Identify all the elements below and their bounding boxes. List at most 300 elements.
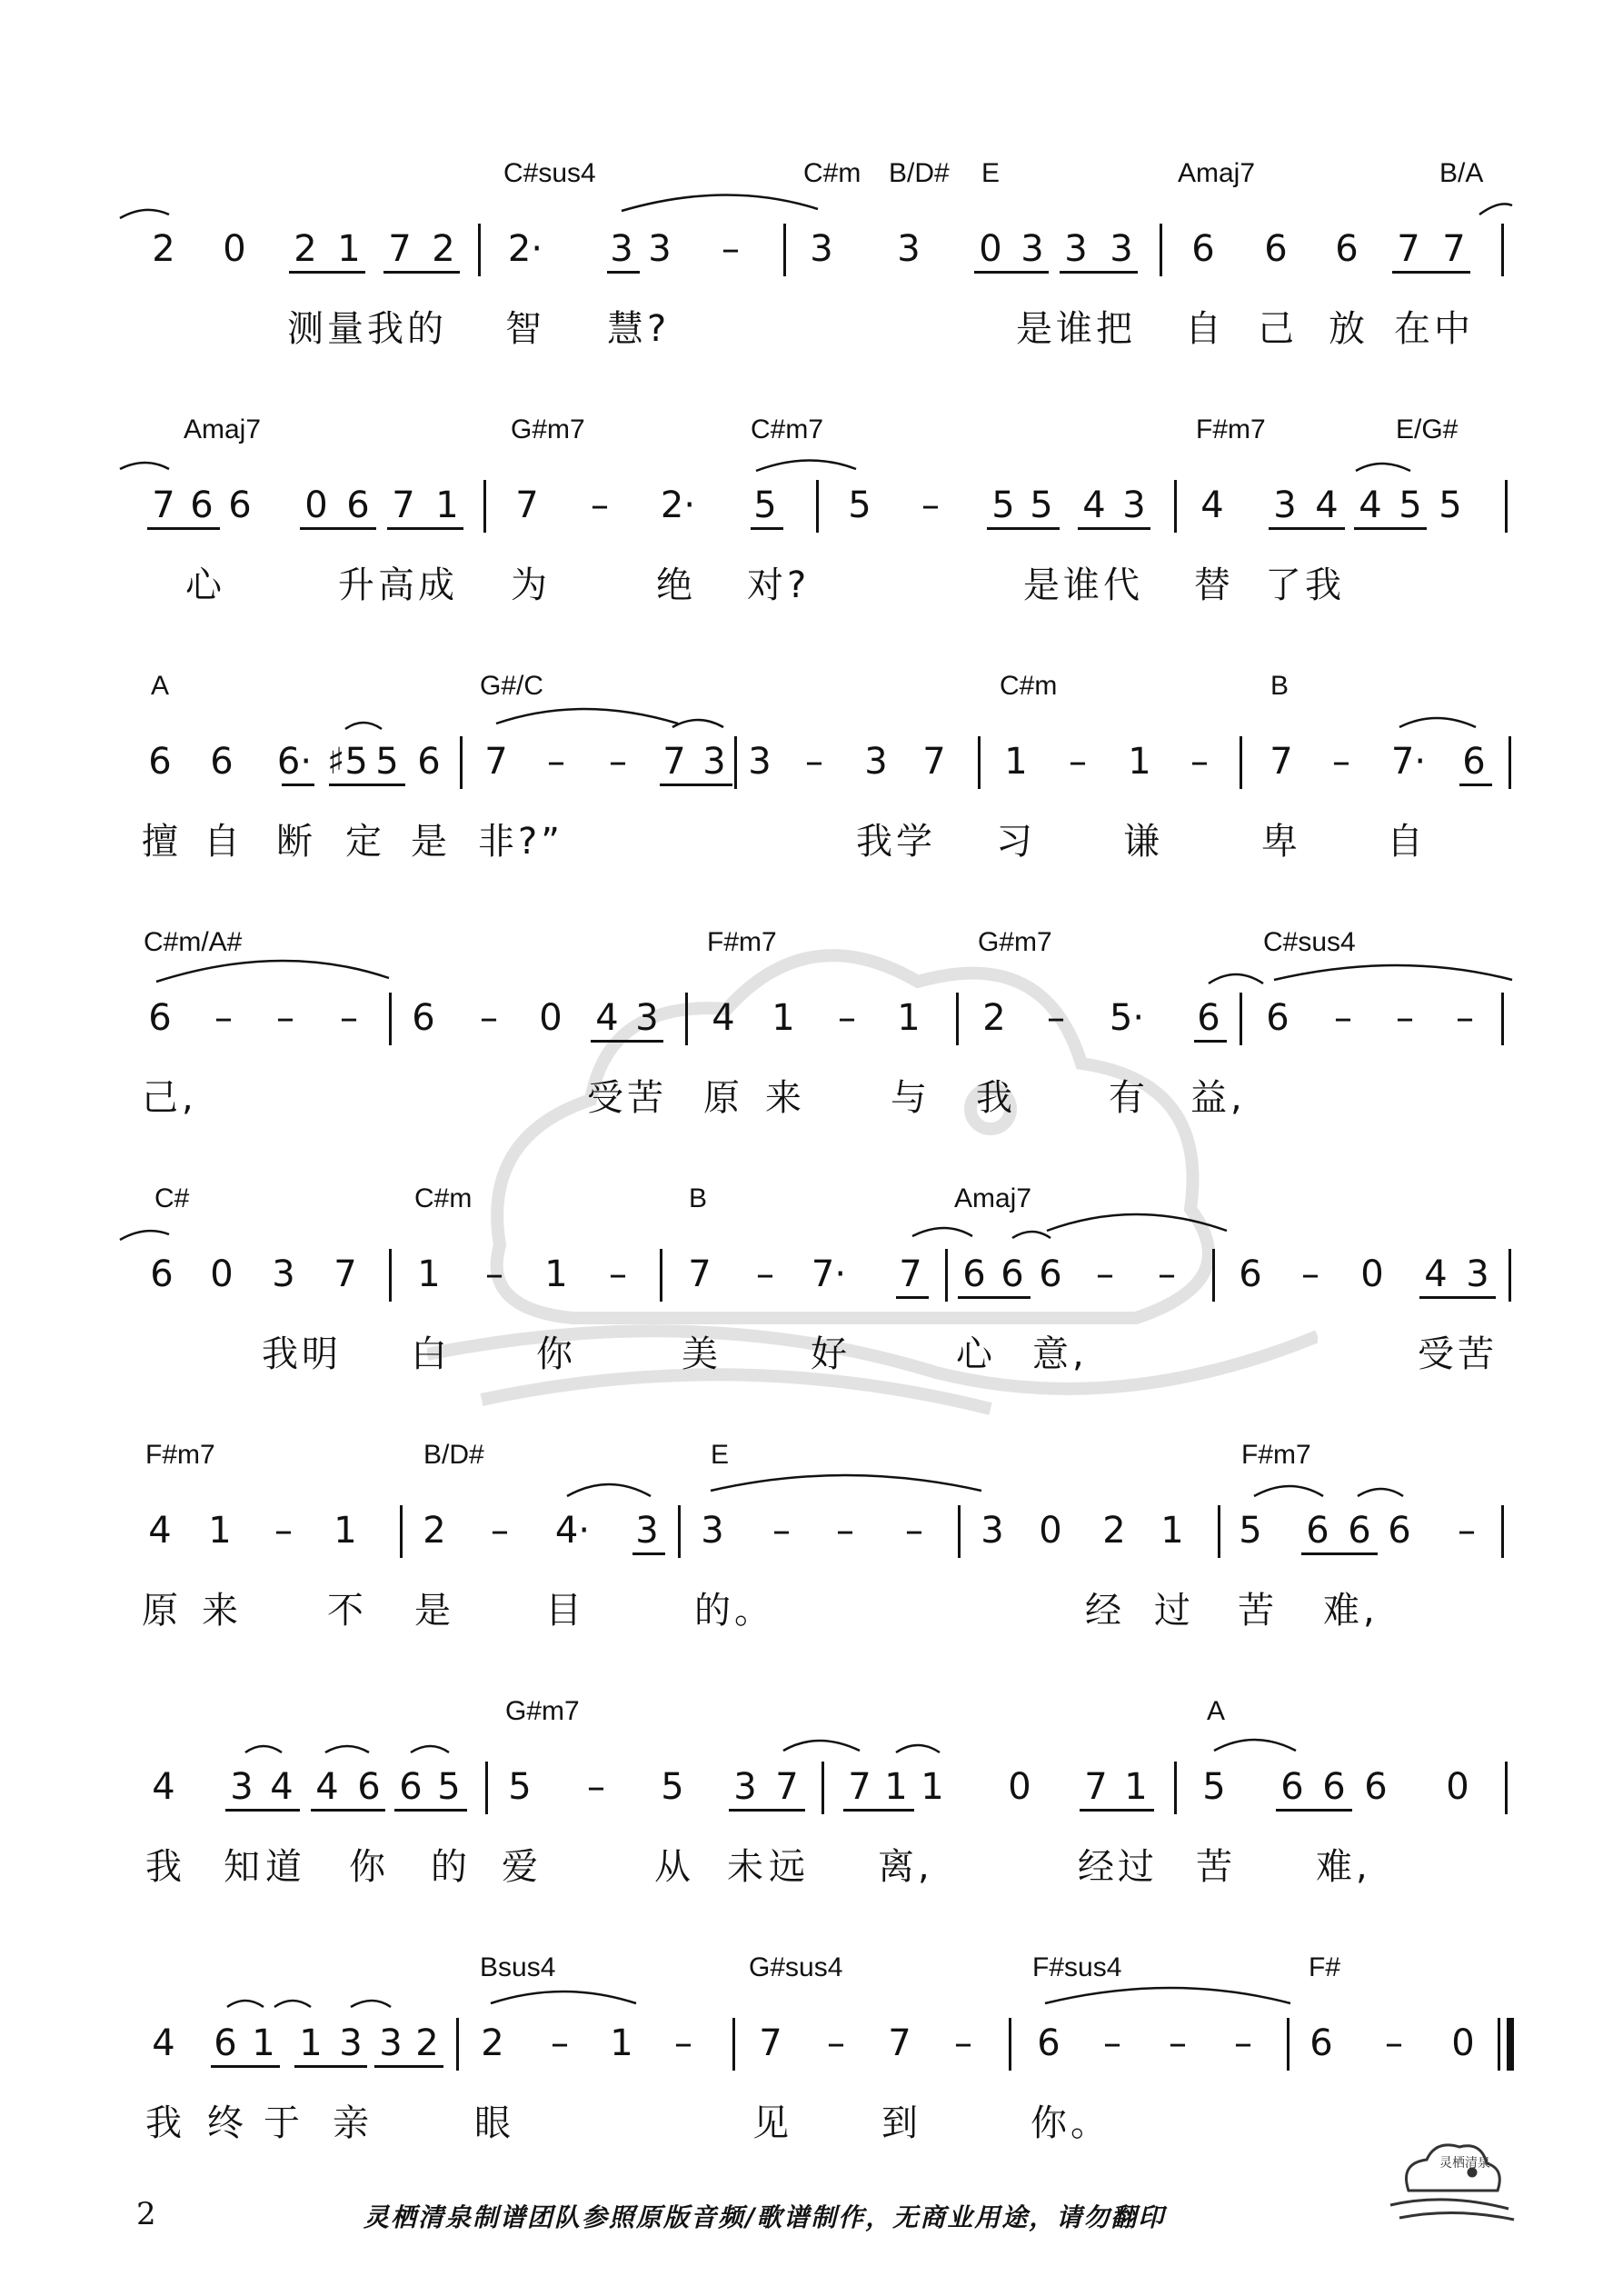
note: 3 xyxy=(635,1510,659,1552)
note: 6 xyxy=(1001,1253,1024,1295)
note: – xyxy=(1385,2022,1403,2064)
note: 2 xyxy=(1102,1510,1126,1552)
chord: G#m7 xyxy=(511,414,585,444)
lyric: 到 xyxy=(881,2102,921,2144)
note: 3 xyxy=(272,1253,295,1295)
tie-marks xyxy=(0,155,1623,236)
note: – xyxy=(772,1510,791,1552)
note: – xyxy=(609,741,627,783)
note: 1 xyxy=(1124,1766,1148,1808)
note: 7 xyxy=(1397,228,1420,270)
lyric: 己 xyxy=(1258,308,1298,350)
lyric: 是谁代 xyxy=(1023,564,1143,606)
note: 2 xyxy=(415,2022,439,2064)
note: 1 xyxy=(435,484,459,526)
tie-marks xyxy=(0,667,1623,749)
note: 6 xyxy=(1462,741,1486,783)
note: – xyxy=(1096,1253,1114,1295)
note: – xyxy=(276,997,294,1039)
beam xyxy=(1060,271,1138,274)
note: 0 xyxy=(1039,1510,1062,1552)
lyric: 你 xyxy=(349,1846,389,1888)
lyric: 你 xyxy=(536,1333,576,1375)
note: 6 xyxy=(210,741,234,783)
note: 6 xyxy=(1309,2022,1333,2064)
lyric: 习 xyxy=(996,821,1036,863)
note: 6 xyxy=(1037,2022,1060,2064)
lyric: 难, xyxy=(1323,1590,1379,1632)
note: 5 xyxy=(661,1766,684,1808)
note: 2 xyxy=(982,997,1006,1039)
lyric: 测量我的 xyxy=(287,308,447,350)
beam xyxy=(394,1809,467,1812)
note: 1 xyxy=(334,1510,357,1552)
note: 3 xyxy=(610,228,633,270)
note: 0 xyxy=(210,1253,234,1295)
note: – xyxy=(1456,997,1474,1039)
note: 6 xyxy=(346,484,370,526)
note: – xyxy=(1047,997,1065,1039)
note: 5· xyxy=(1109,997,1145,1039)
chord: C#m7 xyxy=(751,414,824,444)
chord: G#m7 xyxy=(505,1696,580,1726)
note: 0 xyxy=(979,228,1002,270)
lyric: 从 xyxy=(654,1846,694,1888)
lyric: 自 xyxy=(1387,821,1427,863)
lyric: 定 xyxy=(345,821,385,863)
note: 7 xyxy=(759,2022,782,2064)
note: 4 xyxy=(1315,484,1339,526)
note: 3 xyxy=(702,741,726,783)
lyric: 非?” xyxy=(478,821,563,863)
lyric: 是谁把 xyxy=(1016,308,1136,350)
lyric: 擅 xyxy=(142,821,182,863)
note: 6 xyxy=(412,997,435,1039)
note: 3 xyxy=(1021,228,1044,270)
note: – xyxy=(547,741,565,783)
beam xyxy=(383,271,460,274)
page-number: 2 xyxy=(136,2196,156,2232)
beam xyxy=(1276,1809,1352,1812)
beam xyxy=(211,2065,280,2068)
note: 5 xyxy=(1439,484,1462,526)
lyric: 是 xyxy=(414,1590,454,1632)
note: 6 xyxy=(1388,1510,1411,1552)
note: 3 xyxy=(897,228,921,270)
lyric: 我 xyxy=(976,1077,1016,1119)
beam xyxy=(282,784,314,786)
lyric: 目 xyxy=(545,1590,585,1632)
chord: C#m xyxy=(1000,671,1058,701)
note: 0 xyxy=(1360,1253,1384,1295)
chord: B/D# xyxy=(889,158,950,188)
note: – xyxy=(591,484,609,526)
chord: G#sus4 xyxy=(749,1952,843,1982)
beam xyxy=(387,527,463,530)
note: 3 xyxy=(981,1510,1004,1552)
lyric: 慧? xyxy=(607,308,671,350)
chord: C#m xyxy=(414,1183,473,1213)
note: – xyxy=(674,2022,692,2064)
note: 3 xyxy=(648,228,672,270)
note: 4 xyxy=(152,1766,175,1808)
note: – xyxy=(609,1253,627,1295)
note: 5 xyxy=(375,741,399,783)
note: 1 xyxy=(252,2022,275,2064)
note: 4 xyxy=(148,1510,172,1552)
note: 3 xyxy=(339,2022,363,2064)
note: 5 xyxy=(1030,484,1053,526)
note: – xyxy=(838,997,856,1039)
note: – xyxy=(954,2022,972,2064)
lyric: 难, xyxy=(1316,1846,1371,1888)
lyric: 你。 xyxy=(1031,2102,1110,2144)
chord: Amaj7 xyxy=(1178,158,1256,188)
note: 4 xyxy=(270,1766,294,1808)
lyric: 眼 xyxy=(474,2102,514,2144)
note: 4 xyxy=(1200,484,1224,526)
note: – xyxy=(827,2022,845,2064)
beam xyxy=(1301,1552,1378,1555)
chord: A xyxy=(151,671,170,701)
note: 7 xyxy=(392,484,415,526)
note: 5 xyxy=(1239,1510,1262,1552)
note: 6 xyxy=(1197,997,1220,1039)
lyric: 的。 xyxy=(694,1590,774,1632)
note: – xyxy=(1332,741,1350,783)
tie-marks xyxy=(0,923,1623,1005)
chord: G#/C xyxy=(480,671,544,701)
beam xyxy=(974,271,1049,274)
beam xyxy=(896,1296,929,1299)
lyric: 是 xyxy=(411,821,451,863)
note: 7 xyxy=(388,228,412,270)
lyric: 自 xyxy=(204,821,244,863)
lyric: 原 xyxy=(142,1590,182,1632)
lyric: 了我 xyxy=(1265,564,1345,606)
note: 1 xyxy=(544,1253,568,1295)
lyric: 苦 xyxy=(1238,1590,1278,1632)
note: 0 xyxy=(539,997,563,1039)
note: – xyxy=(756,1253,774,1295)
beam xyxy=(329,784,405,786)
note: 2 xyxy=(423,1510,446,1552)
chord: F#m7 xyxy=(707,927,777,957)
beam xyxy=(300,527,376,530)
note: 7 xyxy=(515,484,539,526)
lyric: 我 xyxy=(145,2102,185,2144)
footer-text: 灵栖清泉制谱团队参照原版音频/歌谱制作，无商业用途，请勿翻印 xyxy=(363,2202,1166,2232)
note: 4 xyxy=(1082,484,1106,526)
note: – xyxy=(722,228,740,270)
lyric: 在中 xyxy=(1394,308,1474,350)
note: 6 xyxy=(148,741,172,783)
lyric: 升高成 xyxy=(338,564,458,606)
note: 1 xyxy=(884,1766,908,1808)
chord: B xyxy=(689,1183,708,1213)
lyric: 的 xyxy=(431,1846,471,1888)
beam xyxy=(607,271,640,274)
note: 0 xyxy=(223,228,246,270)
lyric: 亲 xyxy=(333,2102,373,2144)
note: 5 xyxy=(848,484,871,526)
note: – xyxy=(921,484,940,526)
note: 0 xyxy=(1451,2022,1475,2064)
chord: C#m/A# xyxy=(144,927,243,957)
chord: F#sus4 xyxy=(1032,1952,1122,1982)
lyric: 原 xyxy=(703,1077,743,1119)
note: 6 xyxy=(190,484,214,526)
tie-marks xyxy=(0,1436,1623,1518)
note: – xyxy=(836,1510,854,1552)
note: 6 xyxy=(1266,997,1289,1039)
beam xyxy=(1459,784,1492,786)
lyric: 与 xyxy=(891,1077,931,1119)
lyric: 为 xyxy=(511,564,551,606)
note: 7 xyxy=(688,1253,712,1295)
note: 5 xyxy=(1202,1766,1226,1808)
note: 7 xyxy=(484,741,508,783)
lyric: 未 xyxy=(727,1846,767,1888)
lyric: 知 xyxy=(224,1846,264,1888)
lyric: 道 xyxy=(265,1846,305,1888)
note: 5 xyxy=(753,484,777,526)
lyric: 替 xyxy=(1194,564,1234,606)
lyric: 来 xyxy=(765,1077,805,1119)
beam xyxy=(311,1809,385,1812)
note: 1 xyxy=(772,997,795,1039)
note: 6 xyxy=(357,1766,381,1808)
note: – xyxy=(274,1510,293,1552)
lyric: 终 xyxy=(207,2102,247,2144)
note: 3 xyxy=(1064,228,1088,270)
chord: E xyxy=(711,1440,730,1470)
note: 4· xyxy=(554,1510,591,1552)
note: 2 xyxy=(432,228,455,270)
note: 5 xyxy=(437,1766,461,1808)
note: 5 xyxy=(508,1766,532,1808)
note: 6 xyxy=(1191,228,1215,270)
chord: C# xyxy=(154,1183,190,1213)
chord: C#sus4 xyxy=(503,158,596,188)
lyric: 离, xyxy=(878,1846,933,1888)
note: ♯5 xyxy=(327,741,368,783)
note: – xyxy=(1458,1510,1476,1552)
note: 1 xyxy=(1160,1510,1184,1552)
beam xyxy=(1078,527,1150,530)
note: – xyxy=(1334,997,1352,1039)
note: 3 xyxy=(1273,484,1297,526)
note: 7 xyxy=(888,2022,911,2064)
note: 7 xyxy=(152,484,175,526)
note: 7 xyxy=(662,741,686,783)
note: 6 xyxy=(214,2022,237,2064)
note: 1 xyxy=(921,1766,944,1808)
note: 3 xyxy=(748,741,772,783)
beam xyxy=(987,527,1060,530)
lyric: 意, xyxy=(1032,1333,1088,1375)
chord: B/D# xyxy=(423,1440,484,1470)
chord: F#m7 xyxy=(1196,414,1266,444)
beam xyxy=(1194,1040,1227,1043)
beam xyxy=(1354,527,1427,530)
note: 0 xyxy=(1008,1766,1031,1808)
note: 7 xyxy=(334,1253,357,1295)
lyric: 益, xyxy=(1190,1077,1246,1119)
chord: F#m7 xyxy=(1241,1440,1311,1470)
note: 6 xyxy=(1322,1766,1346,1808)
lyric: 受苦 xyxy=(587,1077,667,1119)
lyric: 有 xyxy=(1109,1077,1149,1119)
beam xyxy=(147,527,220,530)
note: 7 xyxy=(899,1253,922,1295)
note: 6 xyxy=(1364,1766,1388,1808)
lyric: 白 xyxy=(411,1333,451,1375)
note: 6 xyxy=(1280,1766,1304,1808)
note: 7 xyxy=(1084,1766,1108,1808)
note: 4 xyxy=(152,2022,175,2064)
beam xyxy=(1392,271,1470,274)
lyric: 经 xyxy=(1085,1590,1125,1632)
note: 1 xyxy=(1128,741,1151,783)
lyric: 心 xyxy=(956,1333,996,1375)
note: 4 xyxy=(595,997,619,1039)
note: – xyxy=(551,2022,569,2064)
chord: B/A xyxy=(1439,158,1484,188)
lyric: 远 xyxy=(769,1846,809,1888)
lyric: 己, xyxy=(142,1077,197,1119)
note: 3 xyxy=(701,1510,724,1552)
beam xyxy=(958,1296,1031,1299)
beam xyxy=(843,1809,914,1812)
lyric: 苦 xyxy=(1196,1846,1236,1888)
lyric: 好 xyxy=(811,1333,851,1375)
note: 1 xyxy=(417,1253,441,1295)
note: 2 xyxy=(481,2022,504,2064)
note: 7· xyxy=(1390,741,1427,783)
beam xyxy=(1080,1809,1154,1812)
lyric: 谦 xyxy=(1123,821,1163,863)
beam xyxy=(374,2065,443,2068)
note: 6 xyxy=(1306,1510,1329,1552)
note: 4 xyxy=(712,997,735,1039)
lyric: 我明 xyxy=(262,1333,342,1375)
beam xyxy=(729,1809,805,1812)
tie-marks xyxy=(0,1692,1623,1774)
note: 1 xyxy=(208,1510,232,1552)
note: 4 xyxy=(315,1766,339,1808)
note: 2 xyxy=(294,228,317,270)
note: 6 xyxy=(228,484,252,526)
note: 1 xyxy=(1004,741,1028,783)
note: 2 xyxy=(152,228,175,270)
chord: E/G# xyxy=(1396,414,1459,444)
note: 1 xyxy=(337,228,361,270)
chord: C#sus4 xyxy=(1263,927,1356,957)
note: 7 xyxy=(1270,741,1293,783)
note: 7 xyxy=(922,741,946,783)
chord: E xyxy=(981,158,1001,188)
lyric: 断 xyxy=(276,821,316,863)
note: 3 xyxy=(810,228,833,270)
note: – xyxy=(340,997,358,1039)
lyric: 见 xyxy=(752,2102,792,2144)
note: 6 xyxy=(1348,1510,1371,1552)
note: 7· xyxy=(811,1253,847,1295)
note: 7 xyxy=(1442,228,1466,270)
note: 3 xyxy=(230,1766,254,1808)
chord: G#m7 xyxy=(978,927,1052,957)
note: – xyxy=(1103,2022,1121,2064)
chord: Bsus4 xyxy=(480,1952,556,1982)
note: – xyxy=(1234,2022,1252,2064)
note: 6 xyxy=(1039,1253,1062,1295)
note: – xyxy=(1069,741,1087,783)
note: 6 xyxy=(150,1253,174,1295)
note: 6 xyxy=(417,741,441,783)
lyric: 来 xyxy=(202,1590,242,1632)
lyric: 经 xyxy=(1078,1846,1118,1888)
note: 6 xyxy=(1264,228,1288,270)
note: – xyxy=(805,741,823,783)
note: 6 xyxy=(1239,1253,1262,1295)
note: 2· xyxy=(660,484,696,526)
lyric: 爱 xyxy=(502,1846,542,1888)
lyric: 于 xyxy=(264,2102,304,2144)
note: – xyxy=(1158,1253,1176,1295)
lyric: 卑 xyxy=(1261,821,1301,863)
note: – xyxy=(214,997,233,1039)
lyric: 绝 xyxy=(656,564,696,606)
chord: A xyxy=(1207,1696,1226,1726)
note: – xyxy=(491,1510,509,1552)
beam xyxy=(289,271,365,274)
note: 6 xyxy=(148,997,172,1039)
lyric: 智 xyxy=(505,308,545,350)
note: – xyxy=(1396,997,1414,1039)
beam xyxy=(632,1552,665,1555)
chord: B xyxy=(1270,671,1289,701)
note: 3 xyxy=(1122,484,1146,526)
note: – xyxy=(1190,741,1209,783)
note: 3 xyxy=(635,997,659,1039)
note: 2· xyxy=(507,228,543,270)
lyric: 受苦 xyxy=(1418,1333,1498,1375)
lyric: 对? xyxy=(747,564,811,606)
lyric: 心 xyxy=(185,564,225,606)
note: 6· xyxy=(276,741,313,783)
lyric: 自 xyxy=(1185,308,1225,350)
tie-marks xyxy=(0,411,1623,493)
lyric: 不 xyxy=(327,1590,367,1632)
note: 0 xyxy=(1446,1766,1469,1808)
sheep-logo-icon xyxy=(1381,2127,1518,2227)
beam xyxy=(660,784,732,786)
note: 3 xyxy=(864,741,888,783)
note: 7 xyxy=(775,1766,799,1808)
note: 3 xyxy=(1466,1253,1489,1295)
lyric: 美 xyxy=(682,1333,722,1375)
note: 4 xyxy=(1359,484,1382,526)
note: – xyxy=(1301,1253,1319,1295)
lyric: 我 xyxy=(145,1846,185,1888)
note: – xyxy=(485,1253,503,1295)
beam xyxy=(225,1809,300,1812)
chord: F# xyxy=(1309,1952,1341,1982)
note: 7 xyxy=(848,1766,871,1808)
beam xyxy=(294,2065,367,2068)
note: – xyxy=(480,997,498,1039)
